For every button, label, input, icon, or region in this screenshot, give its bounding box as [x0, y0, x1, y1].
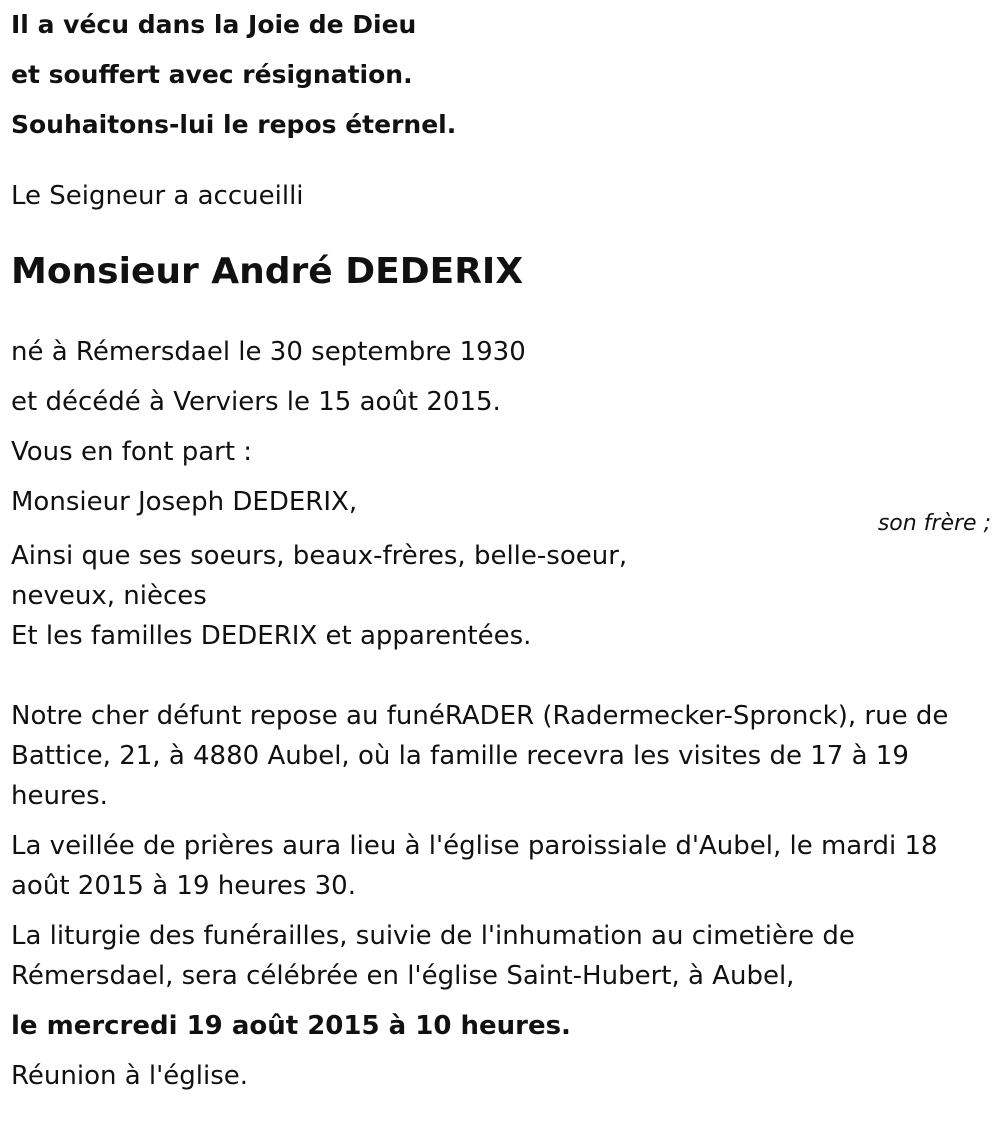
- meeting-text: Réunion à l'église.: [11, 1061, 249, 1091]
- rest-paragraph: Notre cher défunt repose au funéRADER (Radermecker-Spronck), rue de Battice, 21, à 4880 Aubel, où la famille recevra les visites de 17 à 19 heures.: [11, 701, 949, 811]
- death-info: et décédé à Verviers le 15 août 2015.: [11, 387, 501, 417]
- announcement-text: Vous en font part :: [11, 437, 253, 467]
- verse-line-1: Il a vécu dans la Joie de Dieu: [11, 10, 417, 39]
- verse-line-3: Souhaitons-lui le repos éternel.: [11, 110, 457, 139]
- brother-row: [11, 482, 991, 536]
- funeral-date-time: le mercredi 19 août 2015 à 10 heures.: [11, 1011, 571, 1041]
- family-line-3: Et les familles DEDERIX et apparentées.: [11, 621, 532, 651]
- family-line-1: Ainsi que ses soeurs, beaux-frères, belle-soeur,: [11, 541, 628, 571]
- intro-text: Le Seigneur a accueilli: [11, 181, 304, 211]
- birth-info: né à Rémersdael le 30 septembre 1930: [11, 337, 526, 367]
- family-line-2: neveux, nièces: [11, 581, 207, 611]
- verse-line-2: et souffert avec résignation.: [11, 60, 413, 89]
- brother-name: Monsieur Joseph DEDERIX,: [11, 487, 358, 517]
- deceased-name: Monsieur André DEDERIX: [11, 251, 524, 292]
- brother-role: son frère ;: [877, 511, 991, 536]
- liturgy-paragraph: La liturgie des funérailles, suivie de l'inhumation au cimetière de Rémersdael, sera célébrée en l'église Saint-Hubert, à Aubel,: [11, 921, 855, 991]
- obituary-notice: [11, 0, 991, 1096]
- vigil-paragraph: La veillée de prières aura lieu à l'église paroissiale d'Aubel, le mardi 18 août 2015 à 19 heures 30.: [11, 831, 938, 901]
